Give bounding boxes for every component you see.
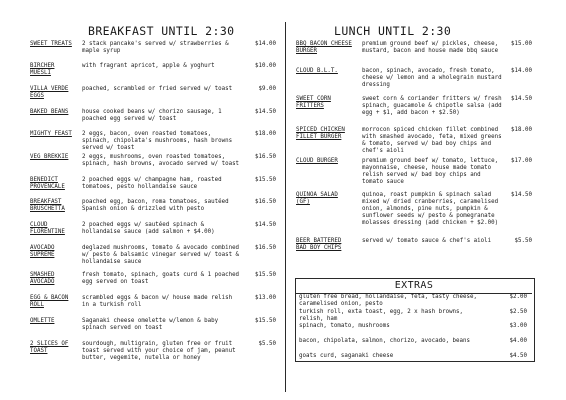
- menu-item-description: quinoa, roast pumpkin & spinach salad mixed w/ dried cranberries, caramelised onion, almonds, pine nuts, pumpkin & sunflower seeds w/ pesto & pomegranate molasses dressing (add chicken + $2.00): [362, 192, 499, 226]
- menu-item-description: deglazed mushrooms, tomato & avocado combined w/ pesto & balsamic vinegar served w/ toast & hollandaise sauce: [82, 245, 240, 265]
- menu-item-description: poached, scrambled or fried served w/ toast: [82, 86, 233, 92]
- menu-item-price: $14.00: [511, 68, 532, 74]
- menu-item-name: BEER BATTERED BAD BOY CHIPS: [296, 238, 342, 251]
- menu-item-price: $15.50: [255, 177, 276, 183]
- menu-item-description: sourdough, multigrain, gluten free or fruit toast served with your choice of jam, peanut butter, vegemite, nutella or honey: [82, 341, 236, 361]
- menu-item-price: $17.00: [511, 158, 532, 164]
- menu-item-name: 2 SLICES OF TOAST: [30, 341, 69, 354]
- menu-item-price: $16.50: [255, 154, 276, 160]
- menu-item-price: $16.50: [255, 245, 276, 251]
- menu-item-description: morrocon spiced chicken fillet combined with smashed avocado, feta, mixed greens & tomato, served w/ bad boy chips and chef's aioli: [362, 127, 502, 154]
- menu-item-name: VEG BREKKIE: [30, 154, 69, 160]
- menu-item-name: SWEET CORN FRITTERS: [296, 96, 331, 109]
- menu-item-name: EGG & BACON ROLL: [30, 295, 69, 308]
- breakfast-title: BREAKFAST UNTIL 2:30: [88, 24, 235, 38]
- menu-item-description: 2 stack pancake's served w/ strawberries & maple syrup: [82, 41, 229, 54]
- menu-item-name: MIGHTY FEAST: [30, 131, 72, 137]
- menu-item-name: CLOUD B.L.T.: [296, 68, 338, 74]
- menu-item-price: $15.00: [511, 41, 532, 47]
- menu-item-price: $18.00: [511, 127, 532, 133]
- menu-item-description: premium ground beef w/ tomato, lettuce, mayonnaise, cheese, house made tomato relish served w/ bad boy chips and tomato sauce: [362, 158, 499, 185]
- menu-item-price: $15.50: [255, 272, 276, 278]
- menu-item-description: fresh tomato, spinach, goats curd & 1 poached egg served on toast: [82, 272, 240, 285]
- menu-item-description: 2 poached eggs w/ champagne ham, roasted tomatoes, pesto hollandaise sauce: [82, 177, 222, 190]
- extras-item-description: spinach, tomato, mushrooms: [299, 323, 390, 329]
- extras-item-price: $4.50: [509, 353, 527, 359]
- menu-item-description: poached egg, bacon, roma tomatoes, sautéed Spanish onion & drizzled with pesto: [82, 199, 229, 212]
- extras-item-price: $2.00: [509, 294, 527, 300]
- menu-item-price: $15.50: [255, 318, 276, 324]
- menu-item-description: bacon, spinach, avocado, fresh tomato, cheese w/ lemon and a wholegrain mustard dressing: [362, 68, 502, 88]
- menu-item-price: $14.50: [511, 96, 532, 102]
- extras-item-description: goats curd, saganaki cheese: [299, 353, 394, 359]
- extras-item-description: turkish roll, exta toast, egg, 2 x hash browns, relish, ham: [299, 309, 464, 322]
- menu-item-description: 2 eggs, bacon, oven roasted tomatoes, spinach, chipolata's mushrooms, hash browns served w/ toast: [82, 131, 233, 151]
- extras-item-price: $4.00: [509, 338, 527, 344]
- menu-item-description: 2 eggs, mushrooms, oven roasted tomatoes, spinach, hash browns, avocado served w/ toast: [82, 154, 240, 167]
- menu-item-price: $18.00: [255, 131, 276, 137]
- menu-item-name: CLOUD FLORENTINE: [30, 222, 65, 235]
- menu-item-name: QUINOA SALAD (GF): [296, 192, 338, 205]
- menu-item-description: house cooked beans w/ chorizo sausage, 1 poached egg served w/ toast: [82, 109, 222, 122]
- menu-item-name: BAKED BEANS: [30, 109, 69, 115]
- menu-item-name: OMLETTE: [30, 318, 55, 324]
- lunch-title: LUNCH UNTIL 2:30: [334, 24, 452, 38]
- menu-item-price: $10.00: [255, 63, 276, 69]
- menu-item-price: $9.00: [258, 86, 276, 92]
- extras-item-price: $3.00: [509, 323, 527, 329]
- menu-item-description: Saganaki cheese omelette w/lemon & baby spinach served on toast: [82, 318, 219, 331]
- menu-item-description: premium ground beef w/ pickles, cheese, mustard, bacon and house made bbq sauce: [362, 41, 499, 54]
- menu-item-name: BENEDICT PROVENCALE: [30, 177, 65, 190]
- menu-item-name: AVOCADO SUPREME: [30, 245, 55, 258]
- column-divider: [285, 22, 286, 392]
- menu-item-price: $14.50: [255, 109, 276, 115]
- menu-item-price: $16.50: [255, 199, 276, 205]
- menu-item-description: with fragrant apricot, apple & yoghurt: [82, 63, 215, 69]
- extras-item-price: $2.50: [509, 309, 527, 315]
- menu-item-name: SMASHED AVOCADO: [30, 272, 55, 285]
- menu-item-price: $14.50: [511, 192, 532, 198]
- menu-item-price: $5.50: [514, 238, 532, 244]
- extras-item-description: bacon, chipolata, salmon, chorizo, avocado, beans: [299, 338, 471, 344]
- menu-item-name: BBQ BACON CHEESE BURGER: [296, 41, 352, 54]
- menu-item-name: SPICED CHICKEN FILLET BURGER: [296, 127, 345, 140]
- menu-item-name: VILLA VERDE EGGS: [30, 86, 69, 99]
- menu-item-name: CLOUD BURGER: [296, 158, 338, 164]
- menu-item-description: served w/ tomato sauce & chef's aioli: [362, 238, 492, 244]
- menu-item-name: BREAKFAST BRUSCHETTA: [30, 199, 65, 212]
- menu-item-description: scrambled eggs & bacon w/ house made relish in a turkish roll: [82, 295, 233, 308]
- menu-item-price: $14.00: [255, 41, 276, 47]
- menu-item-name: SWEET TREATS: [30, 41, 72, 47]
- extras-title: EXTRAS: [296, 279, 532, 294]
- menu-item-name: BIRCHER MUESLI: [30, 63, 55, 76]
- menu-item-description: 2 poached eggs w/ sautéed spinach & hollandaise sauce (add salmon + $4.00): [82, 222, 215, 235]
- menu-item-price: $5.50: [258, 341, 276, 347]
- menu-item-price: $14.50: [255, 222, 276, 228]
- extras-item-description: gluten free bread, hollandaise, feta, tasty cheese, caramelised onion, pesto: [299, 294, 477, 307]
- menu-item-price: $13.00: [255, 295, 276, 301]
- menu-item-description: sweet corn & coriander fritters w/ fresh spinach, guacamole & chipotle salsa (add egg + $1, add bacon + $2.50): [362, 96, 502, 116]
